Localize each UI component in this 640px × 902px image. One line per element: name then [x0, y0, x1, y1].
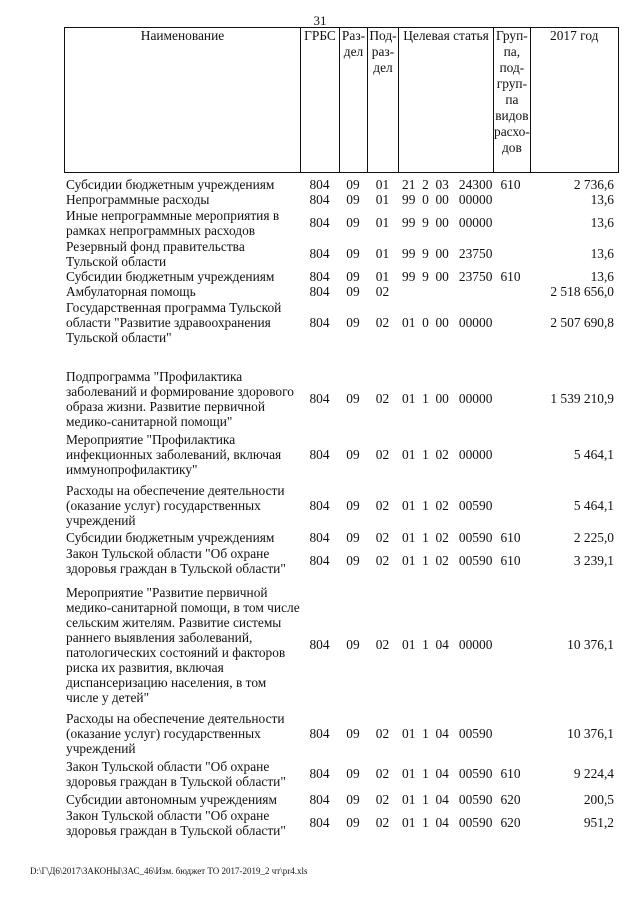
- cell-podrazdel: 02: [375, 815, 390, 830]
- cell-grbs: 804: [309, 530, 330, 545]
- cell-razdel: 09: [346, 284, 360, 299]
- cell-target: 01 1 02 00590: [402, 553, 493, 568]
- cell-razdel: 09: [346, 269, 360, 284]
- cell-name: Субсидии бюджетным учреждениям: [66, 269, 275, 284]
- cell-name: Субсидии автономным учреждениям: [66, 792, 277, 807]
- table-row: [64, 530, 616, 545]
- cell-target: 21 2 03 24300: [402, 177, 493, 192]
- cell-grbs: 804: [309, 177, 330, 192]
- cell-podrazdel: 02: [375, 314, 390, 330]
- cell-vid: 610: [500, 177, 521, 192]
- cell-grbs: 804: [309, 284, 330, 299]
- cell-podrazdel: 01: [375, 269, 390, 284]
- cell-amount: 2 518 656,0: [550, 284, 614, 299]
- cell-grbs: 804: [309, 446, 330, 462]
- cell-name: Непрограммные расходы: [66, 192, 210, 207]
- cell-amount: 951,2: [583, 815, 614, 830]
- cell-amount: 2 507 690,8: [550, 314, 614, 330]
- cell-podrazdel: 02: [375, 725, 390, 741]
- table-row: [64, 710, 616, 756]
- cell-target: 01 1 00 00000: [402, 391, 493, 406]
- table-row: [64, 299, 616, 345]
- table-row: [64, 758, 616, 789]
- header-podrazdel: Под- раз- дел: [368, 28, 399, 173]
- cell-grbs: 804: [309, 725, 330, 741]
- cell-grbs: 804: [309, 553, 330, 568]
- cell-amount: 10 376,1: [567, 725, 614, 741]
- cell-podrazdel: 01: [375, 177, 390, 192]
- table-row: [64, 269, 616, 284]
- cell-name: Расходы на обеспечение деятельности (оказание услуг) государственных учреждений: [66, 482, 285, 528]
- cell-razdel: 09: [346, 192, 360, 207]
- cell-amount: 5 464,1: [573, 497, 614, 513]
- cell-razdel: 09: [346, 766, 360, 781]
- table-row: [64, 360, 616, 437]
- cell-vid: 620: [500, 815, 521, 830]
- cell-razdel: 09: [346, 446, 360, 462]
- cell-vid: 610: [500, 269, 521, 284]
- cell-target: 01 1 04 00590: [402, 725, 493, 741]
- cell-podrazdel: 02: [375, 391, 390, 406]
- header-name: Наименование: [65, 28, 301, 173]
- cell-grbs: 804: [309, 192, 330, 207]
- table-row: [64, 545, 616, 576]
- cell-target: 01 1 04 00000: [402, 637, 493, 652]
- cell-podrazdel: 02: [375, 530, 390, 545]
- cell-name: Закон Тульской области "Об охране здоровья граждан в Тульской области": [66, 545, 286, 576]
- cell-vid: 610: [500, 530, 521, 545]
- header-year: 2017 год: [530, 28, 618, 173]
- table-row: [64, 238, 616, 269]
- header-razdel: Раз- дел: [340, 28, 368, 173]
- cell-razdel: 09: [346, 314, 360, 330]
- cell-target: 99 0 00 00000: [402, 192, 493, 207]
- cell-razdel: 09: [346, 497, 360, 513]
- cell-razdel: 09: [346, 530, 360, 545]
- cell-amount: 3 239,1: [573, 553, 614, 568]
- cell-podrazdel: 02: [375, 792, 390, 807]
- cell-razdel: 09: [346, 391, 360, 406]
- cell-podrazdel: 02: [375, 553, 390, 568]
- table-row: [64, 192, 616, 207]
- cell-name: Мероприятие "Развитие первичной медико-санитарной помощи, в том числе сельским жителям. Развитие системы раннего выявления заболеваний, патологических состояний и факторов риска их развития, включая диспансеризацию населения, в том числе у детей": [66, 584, 300, 705]
- cell-name: Субсидии бюджетным учреждениям: [66, 530, 275, 545]
- cell-target: 01 1 04 00590: [402, 792, 493, 807]
- table-row: [64, 431, 616, 477]
- cell-grbs: 804: [309, 497, 330, 513]
- header-target: Целевая статья: [399, 28, 494, 173]
- cell-podrazdel: 01: [375, 192, 390, 207]
- cell-target: 99 9 00 23750: [402, 246, 493, 261]
- cell-podrazdel: 02: [375, 497, 390, 513]
- cell-grbs: 804: [309, 314, 330, 330]
- cell-amount: 10 376,1: [567, 637, 614, 652]
- cell-razdel: 09: [346, 246, 360, 261]
- cell-target: 01 0 00 00000: [402, 314, 493, 330]
- header-grbs: ГРБС: [301, 28, 340, 173]
- cell-amount: 9 224,4: [573, 766, 614, 781]
- cell-amount: 2 225,0: [573, 530, 614, 545]
- header-vid: Груп- па, под- груп- па видов расхо- дов: [494, 28, 531, 173]
- table-row: [64, 482, 616, 528]
- cell-podrazdel: 02: [375, 284, 390, 299]
- cell-razdel: 09: [346, 725, 360, 741]
- cell-razdel: 09: [346, 792, 360, 807]
- table-row: [64, 177, 616, 192]
- cell-razdel: 09: [346, 637, 360, 652]
- cell-grbs: 804: [309, 815, 330, 830]
- table-row: [64, 792, 616, 807]
- cell-target: 99 9 00 23750: [402, 269, 493, 284]
- cell-amount: 2 736,6: [573, 177, 614, 192]
- cell-name: Закон Тульской области "Об охране здоровья граждан в Тульской области": [66, 807, 286, 838]
- cell-name: Закон Тульской области "Об охране здоровья граждан в Тульской области": [66, 758, 286, 789]
- cell-podrazdel: 01: [375, 215, 390, 230]
- cell-amount: 200,5: [583, 792, 614, 807]
- cell-grbs: 804: [309, 246, 330, 261]
- cell-podrazdel: 02: [375, 766, 390, 781]
- cell-name: Иные непрограммные мероприятия в рамках непрограммных расходов: [66, 207, 280, 238]
- table-header: [64, 27, 619, 173]
- table-row: [64, 583, 616, 706]
- cell-vid: 620: [500, 792, 521, 807]
- cell-razdel: 09: [346, 215, 360, 230]
- cell-target: 01 1 04 00590: [402, 815, 493, 830]
- cell-podrazdel: 02: [375, 637, 390, 652]
- cell-name: Резервный фонд правительства Тульской области: [66, 238, 245, 269]
- cell-target: 01 1 02 00000: [402, 446, 493, 462]
- cell-name: Мероприятие "Профилактика инфекционных заболеваний, включая иммунопрофилактику": [66, 431, 282, 477]
- cell-amount: 13,6: [590, 246, 614, 261]
- cell-name: Государственная программа Тульской области "Развитие здравоохранения Тульской области": [66, 299, 282, 345]
- cell-razdel: 09: [346, 815, 360, 830]
- cell-name: Субсидии бюджетным учреждениям: [66, 177, 275, 192]
- cell-razdel: 09: [346, 553, 360, 568]
- cell-target: 01 1 02 00590: [402, 497, 493, 513]
- cell-name: Подпрограмма "Профилактика заболеваний и формирование здорового образа жизни. Развитие первичной медико-санитарной помощи": [66, 368, 294, 429]
- cell-amount: 1 539 210,9: [550, 391, 614, 406]
- table-row: [64, 207, 616, 238]
- cell-grbs: 804: [309, 637, 330, 652]
- cell-amount: 13,6: [590, 215, 614, 230]
- cell-vid: 610: [500, 766, 521, 781]
- cell-name: Амбулаторная помощь: [66, 284, 196, 299]
- table-row: [64, 807, 616, 838]
- cell-target: 01 1 04 00590: [402, 766, 493, 781]
- cell-podrazdel: 02: [375, 446, 390, 462]
- cell-target: 01 1 02 00590: [402, 530, 493, 545]
- cell-grbs: 804: [309, 792, 330, 807]
- cell-target: 99 9 00 00000: [402, 215, 493, 230]
- cell-amount: 13,6: [590, 269, 614, 284]
- cell-razdel: 09: [346, 177, 360, 192]
- cell-amount: 5 464,1: [573, 446, 614, 462]
- cell-grbs: 804: [309, 269, 330, 284]
- cell-grbs: 804: [309, 766, 330, 781]
- page-number: 31: [313, 13, 327, 28]
- cell-podrazdel: 01: [375, 246, 390, 261]
- file-path: D:\Г\Д6\2017\ЗАКОНЫ\ЗАС_46\Изм. бюджет ТО 2017-2019_2 чт\pr4.xls: [30, 866, 308, 876]
- cell-grbs: 804: [309, 215, 330, 230]
- cell-amount: 13,6: [590, 192, 614, 207]
- cell-name: Расходы на обеспечение деятельности (оказание услуг) государственных учреждений: [66, 710, 285, 756]
- table-row: [64, 284, 616, 299]
- cell-grbs: 804: [309, 391, 330, 406]
- cell-vid: 610: [500, 553, 521, 568]
